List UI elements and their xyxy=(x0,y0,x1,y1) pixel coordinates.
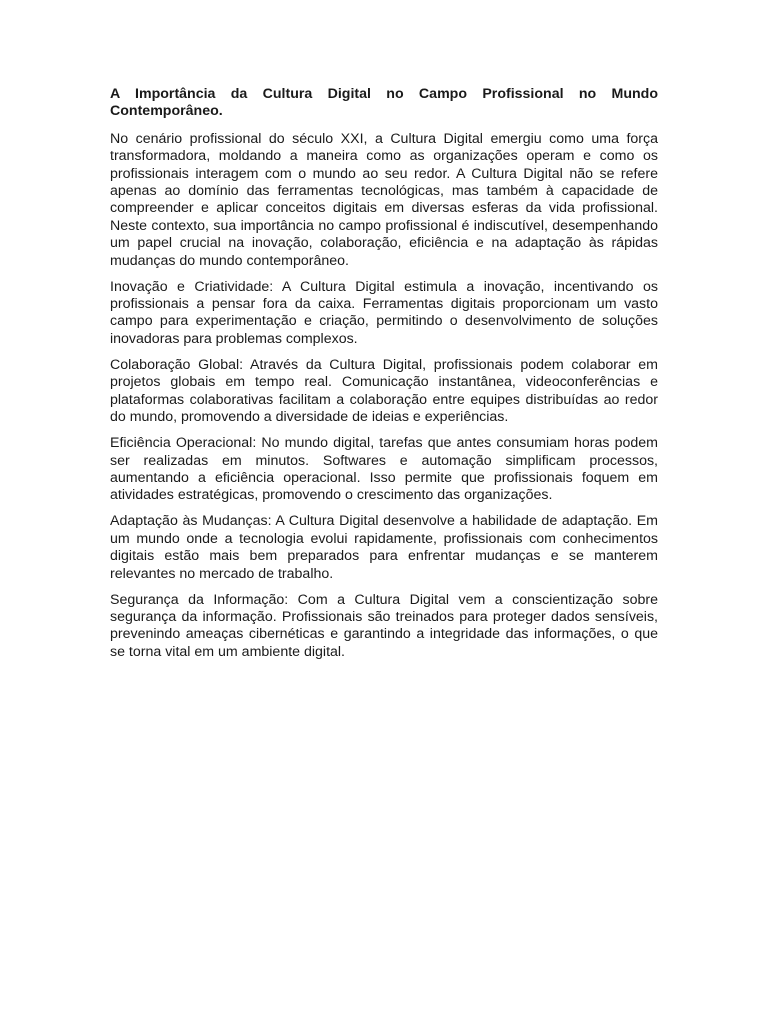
paragraph-security: Segurança da Informação: Com a Cultura Digital vem a conscientização sobre segurança da informação. Profissionais são treinados para proteger dados sensíveis, prevenindo ameaças cibernéticas e garantindo a integridade das informações, o que se torna vital em um ambiente digital. xyxy=(110,591,658,660)
document-title: A Importância da Cultura Digital no Campo Profissional no Mundo Contemporâneo. xyxy=(110,86,658,120)
paragraph-intro: No cenário profissional do século XXI, a Cultura Digital emergiu como uma força transformadora, moldando a maneira como as organizações operam e como os profissionais interagem com o mundo ao seu redor. A Cultura Digital não se refere apenas ao domínio das ferramentas tecnológicas, mas também à capacidade de compreender e aplicar conceitos digitais em diversas esferas da vida profissional. Neste contexto, sua importância no campo profissional é indiscutível, desempenhando um papel crucial na inovação, colaboração, eficiência e na adaptação às rápidas mudanças do mundo contemporâneo. xyxy=(110,130,658,269)
paragraph-innovation: Inovação e Criatividade: A Cultura Digital estimula a inovação, incentivando os profissionais a pensar fora da caixa. Ferramentas digitais proporcionam um vasto campo para experimentação e criação, permitindo o desenvolvimento de soluções inovadoras para problemas complexos. xyxy=(110,278,658,347)
paragraph-adaptation: Adaptação às Mudanças: A Cultura Digital desenvolve a habilidade de adaptação. Em um mundo onde a tecnologia evolui rapidamente, profissionais com conhecimentos digitais estão mais bem preparados para enfrentar mudanças e se manterem relevantes no mercado de trabalho. xyxy=(110,513,658,582)
paragraph-efficiency: Eficiência Operacional: No mundo digital, tarefas que antes consumiam horas podem ser realizadas em minutos. Softwares e automação simplificam processos, aumentando a eficiência operacional. Isso permite que profissionais foquem em atividades estratégicas, promovendo o crescimento das organizações. xyxy=(110,435,658,504)
paragraph-collaboration: Colaboração Global: Através da Cultura Digital, profissionais podem colaborar em projetos globais em tempo real. Comunicação instantânea, videoconferências e plataformas colaborativas facilitam a colaboração entre equipes distribuídas ao redor do mundo, promovendo a diversidade de ideias e experiências. xyxy=(110,356,658,426)
document-body xyxy=(110,86,658,670)
